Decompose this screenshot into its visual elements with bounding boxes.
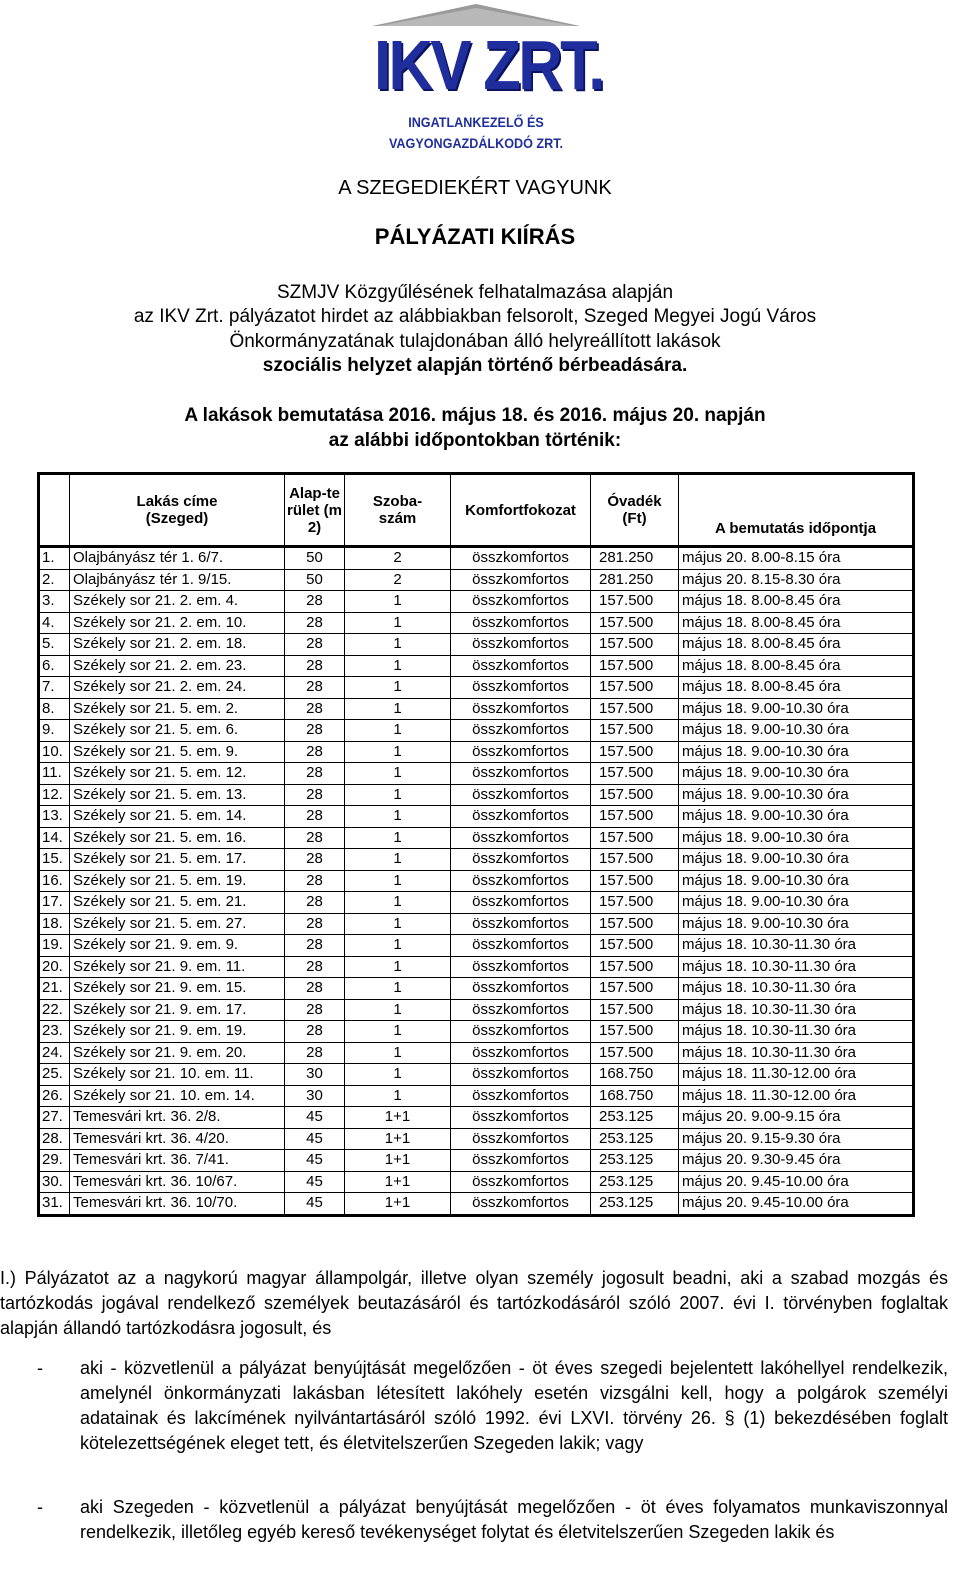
comfort-cell: összkomfortos — [451, 1128, 591, 1150]
address-cell: Székely sor 21. 5. em. 21. — [70, 892, 285, 914]
viewing-time-cell: május 18. 9.00-10.30 óra — [679, 720, 914, 742]
rooms-cell: 1 — [345, 591, 451, 613]
row-number: 31. — [39, 1193, 70, 1216]
logo-wordmark: IKV ZRT. — [374, 26, 603, 104]
bullet-item-1: aki - közvetlenül a pályázat benyújtását megelőzően - öt éves szegedi bejelentett lakóhellyel rendelkezik, amelynél önkormányzati lakásban létesített lakóhely esetén vizsgálni kell, hogy a polgárok személyi adatainak és lakcímének nyilvántartásáról szóló 1992. évi LXVI. törvény 26. § (1) bekezdésében foglalt kötelezettségének eleget tett, és életvitelszerűen Szegeden lakik; vagy — [80, 1358, 948, 1453]
slogan: A SZEGEDIEKÉRT VAGYUNK — [338, 177, 612, 199]
table-row — [39, 1128, 914, 1150]
deposit-cell: 157.500 — [591, 655, 679, 677]
rooms-cell: 1 — [345, 806, 451, 828]
area-cell: 28 — [285, 784, 345, 806]
area-cell: 28 — [285, 935, 345, 957]
comfort-cell: összkomfortos — [451, 1085, 591, 1107]
table-row — [39, 677, 914, 699]
table-row — [39, 612, 914, 634]
row-number: 16. — [39, 870, 70, 892]
address-cell: Székely sor 21. 9. em. 19. — [70, 1021, 285, 1043]
table-row — [39, 1171, 914, 1193]
area-cell: 28 — [285, 849, 345, 871]
rooms-cell: 1 — [345, 741, 451, 763]
viewing-time-cell: május 18. 10.30-11.30 óra — [679, 1042, 914, 1064]
viewing-time-cell: május 20. 9.30-9.45 óra — [679, 1150, 914, 1172]
area-cell: 28 — [285, 634, 345, 656]
row-number: 11. — [39, 763, 70, 785]
viewing-time-cell: május 18. 8.00-8.45 óra — [679, 677, 914, 699]
address-cell: Székely sor 21. 10. em. 14. — [70, 1085, 285, 1107]
table-row — [39, 892, 914, 914]
deposit-cell: 157.500 — [591, 956, 679, 978]
comfort-cell: összkomfortos — [451, 870, 591, 892]
row-number: 2. — [39, 569, 70, 591]
area-cell: 28 — [285, 806, 345, 828]
address-cell: Székely sor 21. 9. em. 17. — [70, 999, 285, 1021]
rooms-cell: 1 — [345, 956, 451, 978]
bullet-dash-2: - — [37, 1497, 43, 1517]
comfort-cell: összkomfortos — [451, 784, 591, 806]
comfort-cell: összkomfortos — [451, 655, 591, 677]
intro-line-2: az IKV Zrt. pályázatot hirdet az alábbiakban felsorolt, Szeged Megyei Jogú Város — [133, 306, 817, 327]
row-number: 1. — [39, 547, 70, 570]
row-number: 18. — [39, 913, 70, 935]
viewing-time-cell: május 18. 8.00-8.45 óra — [679, 612, 914, 634]
intro-line-1: SZMJV Közgyűlésének felhatalmazása alapján — [276, 282, 674, 303]
address-cell: Székely sor 21. 2. em. 10. — [70, 612, 285, 634]
table-row — [39, 999, 914, 1021]
comfort-cell: összkomfortos — [451, 1107, 591, 1129]
intro-line-3: Önkormányzatának tulajdonában álló helyreállított lakások — [229, 331, 721, 352]
rooms-cell: 1 — [345, 720, 451, 742]
area-cell: 28 — [285, 999, 345, 1021]
row-number: 15. — [39, 849, 70, 871]
address-cell: Székely sor 21. 5. em. 27. — [70, 913, 285, 935]
row-number: 20. — [39, 956, 70, 978]
address-cell: Székely sor 21. 5. em. 17. — [70, 849, 285, 871]
table-row — [39, 806, 914, 828]
row-number: 12. — [39, 784, 70, 806]
row-number: 24. — [39, 1042, 70, 1064]
viewing-time-cell: május 18. 9.00-10.30 óra — [679, 741, 914, 763]
deposit-cell: 157.500 — [591, 612, 679, 634]
address-cell: Temesvári krt. 36. 2/8. — [70, 1107, 285, 1129]
address-cell: Székely sor 21. 2. em. 4. — [70, 591, 285, 613]
viewing-time-cell: május 18. 10.30-11.30 óra — [679, 935, 914, 957]
comfort-cell: összkomfortos — [451, 591, 591, 613]
viewing-time-cell: május 18. 9.00-10.30 óra — [679, 763, 914, 785]
area-cell: 28 — [285, 913, 345, 935]
table-row — [39, 827, 914, 849]
deposit-cell: 157.500 — [591, 763, 679, 785]
row-number: 3. — [39, 591, 70, 613]
deposit-cell: 157.500 — [591, 591, 679, 613]
rooms-cell: 1 — [345, 763, 451, 785]
table-row — [39, 935, 914, 957]
rooms-cell: 1 — [345, 913, 451, 935]
comfort-cell: összkomfortos — [451, 956, 591, 978]
viewing-time-cell: május 18. 9.00-10.30 óra — [679, 849, 914, 871]
row-number: 23. — [39, 1021, 70, 1043]
rooms-cell: 1+1 — [345, 1107, 451, 1129]
address-cell: Székely sor 21. 9. em. 11. — [70, 956, 285, 978]
viewing-time-cell: május 18. 11.30-12.00 óra — [679, 1064, 914, 1086]
row-number: 28. — [39, 1128, 70, 1150]
viewing-time-cell: május 20. 8.15-8.30 óra — [679, 569, 914, 591]
page-title: PÁLYÁZATI KIÍRÁS — [374, 224, 576, 249]
rooms-cell: 1 — [345, 827, 451, 849]
viewing-time-cell: május 18. 8.00-8.45 óra — [679, 655, 914, 677]
deposit-cell: 157.500 — [591, 892, 679, 914]
area-cell: 45 — [285, 1193, 345, 1216]
rooms-cell: 1 — [345, 655, 451, 677]
header-rooms: Szoba-szám — [345, 474, 451, 547]
deposit-cell: 281.250 — [591, 547, 679, 570]
address-cell: Székely sor 21. 2. em. 18. — [70, 634, 285, 656]
table-row — [39, 1042, 914, 1064]
deposit-cell: 157.500 — [591, 978, 679, 1000]
rooms-cell: 1 — [345, 784, 451, 806]
comfort-cell: összkomfortos — [451, 849, 591, 871]
rooms-cell: 1 — [345, 849, 451, 871]
deposit-cell: 157.500 — [591, 870, 679, 892]
row-number: 4. — [39, 612, 70, 634]
rooms-cell: 1 — [345, 634, 451, 656]
area-cell: 28 — [285, 827, 345, 849]
area-cell: 28 — [285, 1042, 345, 1064]
header-viewing: A bemutatás időpontja — [679, 474, 914, 547]
table-row — [39, 1150, 914, 1172]
company-logo — [372, 2, 603, 154]
address-cell: Olajbányász tér 1. 6/7. — [70, 547, 285, 570]
table-row — [39, 1193, 914, 1216]
comfort-cell: összkomfortos — [451, 1193, 591, 1216]
row-number: 5. — [39, 634, 70, 656]
table-row — [39, 1085, 914, 1107]
deposit-cell: 157.500 — [591, 677, 679, 699]
table-row — [39, 978, 914, 1000]
viewing-time-cell: május 18. 9.00-10.30 óra — [679, 806, 914, 828]
table-header-row — [39, 474, 914, 547]
rooms-cell: 1+1 — [345, 1150, 451, 1172]
comfort-cell: összkomfortos — [451, 978, 591, 1000]
area-cell: 45 — [285, 1128, 345, 1150]
rooms-cell: 1+1 — [345, 1128, 451, 1150]
address-cell: Székely sor 21. 5. em. 2. — [70, 698, 285, 720]
rooms-cell: 1 — [345, 1085, 451, 1107]
area-cell: 28 — [285, 978, 345, 1000]
area-cell: 28 — [285, 591, 345, 613]
header-deposit: Óvadék (Ft) — [591, 474, 679, 547]
viewing-line-2: az alábbi időpontokban történik: — [328, 430, 622, 451]
logo-subtitle-1: INGATLANKEZELŐ ÉS — [408, 114, 544, 130]
rooms-cell: 2 — [345, 569, 451, 591]
comfort-cell: összkomfortos — [451, 1021, 591, 1043]
comfort-cell: összkomfortos — [451, 1064, 591, 1086]
comfort-cell: összkomfortos — [451, 999, 591, 1021]
comfort-cell: összkomfortos — [451, 1042, 591, 1064]
viewing-time-cell: május 20. 9.45-10.00 óra — [679, 1171, 914, 1193]
rooms-cell: 1 — [345, 1064, 451, 1086]
row-number: 13. — [39, 806, 70, 828]
comfort-cell: összkomfortos — [451, 634, 591, 656]
deposit-cell: 253.125 — [591, 1171, 679, 1193]
area-cell: 28 — [285, 956, 345, 978]
table-body — [39, 547, 914, 1216]
rooms-cell: 1 — [345, 935, 451, 957]
address-cell: Székely sor 21. 10. em. 11. — [70, 1064, 285, 1086]
address-cell: Székely sor 21. 2. em. 24. — [70, 677, 285, 699]
table-row — [39, 870, 914, 892]
row-number: 26. — [39, 1085, 70, 1107]
table-row — [39, 849, 914, 871]
viewing-line-1: A lakások bemutatása 2016. május 18. és 2016. május 20. napján — [184, 405, 766, 426]
deposit-cell: 168.750 — [591, 1064, 679, 1086]
deposit-cell: 168.750 — [591, 1085, 679, 1107]
table-row — [39, 720, 914, 742]
row-number: 9. — [39, 720, 70, 742]
area-cell: 45 — [285, 1171, 345, 1193]
area-cell: 45 — [285, 1150, 345, 1172]
rooms-cell: 1 — [345, 1021, 451, 1043]
area-cell: 45 — [285, 1107, 345, 1129]
deposit-cell: 157.500 — [591, 999, 679, 1021]
comfort-cell: összkomfortos — [451, 698, 591, 720]
deposit-cell: 157.500 — [591, 849, 679, 871]
deposit-cell: 157.500 — [591, 913, 679, 935]
header-comfort: Komfortfokozat — [451, 474, 591, 547]
row-number: 27. — [39, 1107, 70, 1129]
deposit-cell: 157.500 — [591, 806, 679, 828]
comfort-cell: összkomfortos — [451, 1171, 591, 1193]
address-cell: Székely sor 21. 5. em. 12. — [70, 763, 285, 785]
header-number — [39, 474, 70, 547]
deposit-cell: 157.500 — [591, 698, 679, 720]
address-cell: Székely sor 21. 9. em. 15. — [70, 978, 285, 1000]
viewing-time-cell: május 18. 8.00-8.45 óra — [679, 634, 914, 656]
table-row — [39, 741, 914, 763]
roof-icon — [372, 2, 580, 26]
address-cell: Székely sor 21. 5. em. 9. — [70, 741, 285, 763]
address-cell: Temesvári krt. 36. 10/67. — [70, 1171, 285, 1193]
header-area: Alap-terület (m2) — [285, 474, 345, 547]
address-cell: Székely sor 21. 5. em. 16. — [70, 827, 285, 849]
area-cell: 28 — [285, 870, 345, 892]
viewing-time-cell: május 18. 8.00-8.45 óra — [679, 591, 914, 613]
intro-line-4: szociális helyzet alapján történő bérbeadására. — [262, 355, 688, 376]
comfort-cell: összkomfortos — [451, 612, 591, 634]
comfort-cell: összkomfortos — [451, 547, 591, 570]
rooms-cell: 1 — [345, 870, 451, 892]
area-cell: 50 — [285, 547, 345, 570]
address-cell: Székely sor 21. 5. em. 13. — [70, 784, 285, 806]
viewing-time-cell: május 18. 9.00-10.30 óra — [679, 892, 914, 914]
area-cell: 28 — [285, 698, 345, 720]
viewing-time-cell: május 20. 9.15-9.30 óra — [679, 1128, 914, 1150]
table-row — [39, 698, 914, 720]
area-cell: 28 — [285, 655, 345, 677]
comfort-cell: összkomfortos — [451, 827, 591, 849]
row-number: 17. — [39, 892, 70, 914]
row-number: 30. — [39, 1171, 70, 1193]
address-cell: Székely sor 21. 5. em. 19. — [70, 870, 285, 892]
comfort-cell: összkomfortos — [451, 935, 591, 957]
rooms-cell: 1+1 — [345, 1171, 451, 1193]
viewing-time-cell: május 18. 11.30-12.00 óra — [679, 1085, 914, 1107]
deposit-cell: 157.500 — [591, 634, 679, 656]
viewing-time-cell: május 18. 9.00-10.30 óra — [679, 784, 914, 806]
table-row — [39, 763, 914, 785]
area-cell: 28 — [285, 612, 345, 634]
viewing-time-cell: május 18. 9.00-10.30 óra — [679, 870, 914, 892]
rooms-cell: 1+1 — [345, 1193, 451, 1216]
viewing-time-cell: május 18. 10.30-11.30 óra — [679, 978, 914, 1000]
viewing-time-cell: május 18. 10.30-11.30 óra — [679, 1021, 914, 1043]
address-cell: Székely sor 21. 5. em. 14. — [70, 806, 285, 828]
address-cell: Székely sor 21. 9. em. 9. — [70, 935, 285, 957]
table-row — [39, 569, 914, 591]
apartments-table — [37, 472, 915, 1217]
row-number: 10. — [39, 741, 70, 763]
bullet-item-2: aki Szegeden - közvetlenül a pályázat benyújtását megelőzően - öt éves folyamatos munkaviszonnyal rendelkezik, illetőleg egyéb kereső tevékenységet folytat és életvitelszerűen Szegeden lakik és — [80, 1497, 948, 1542]
table-row — [39, 655, 914, 677]
comfort-cell: összkomfortos — [451, 741, 591, 763]
deposit-cell: 157.500 — [591, 720, 679, 742]
row-number: 7. — [39, 677, 70, 699]
address-cell: Temesvári krt. 36. 4/20. — [70, 1128, 285, 1150]
viewing-time-cell: május 18. 9.00-10.30 óra — [679, 827, 914, 849]
table-row — [39, 591, 914, 613]
comfort-cell: összkomfortos — [451, 806, 591, 828]
viewing-time-cell: május 18. 9.00-10.30 óra — [679, 698, 914, 720]
row-number: 22. — [39, 999, 70, 1021]
address-cell: Temesvári krt. 36. 7/41. — [70, 1150, 285, 1172]
address-cell: Temesvári krt. 36. 10/70. — [70, 1193, 285, 1216]
deposit-cell: 253.125 — [591, 1150, 679, 1172]
deposit-cell: 253.125 — [591, 1193, 679, 1216]
area-cell: 30 — [285, 1085, 345, 1107]
deposit-cell: 157.500 — [591, 1021, 679, 1043]
deposit-cell: 253.125 — [591, 1128, 679, 1150]
logo-subtitle-2: VAGYONGAZDÁLKODÓ ZRT. — [388, 135, 564, 151]
deposit-cell: 157.500 — [591, 935, 679, 957]
rooms-cell: 1 — [345, 999, 451, 1021]
row-number: 25. — [39, 1064, 70, 1086]
address-cell: Olajbányász tér 1. 9/15. — [70, 569, 285, 591]
comfort-cell: összkomfortos — [451, 1150, 591, 1172]
area-cell: 28 — [285, 763, 345, 785]
comfort-cell: összkomfortos — [451, 677, 591, 699]
area-cell: 28 — [285, 677, 345, 699]
table-row — [39, 956, 914, 978]
area-cell: 30 — [285, 1064, 345, 1086]
area-cell: 28 — [285, 1021, 345, 1043]
row-number: 8. — [39, 698, 70, 720]
viewing-time-cell: május 20. 9.00-9.15 óra — [679, 1107, 914, 1129]
deposit-cell: 281.250 — [591, 569, 679, 591]
table-row — [39, 1021, 914, 1043]
row-number: 6. — [39, 655, 70, 677]
area-cell: 28 — [285, 892, 345, 914]
row-number: 21. — [39, 978, 70, 1000]
row-number: 14. — [39, 827, 70, 849]
deposit-cell: 157.500 — [591, 741, 679, 763]
rooms-cell: 2 — [345, 547, 451, 570]
area-cell: 28 — [285, 741, 345, 763]
table-row — [39, 634, 914, 656]
table-row — [39, 547, 914, 570]
deposit-cell: 157.500 — [591, 1042, 679, 1064]
eligibility-paragraph: I.) Pályázatot az a nagykorú magyar állampolgár, illetve olyan személy jogosult beadni, aki a szabad mozgás és tartózkodás jogával rendelkező személyek beutazásáról és tartózkodásáról szóló 2007. évi I. törvényben foglaltak alapján állandó tartózkodásra jogosult, és — [0, 1268, 948, 1338]
deposit-cell: 157.500 — [591, 784, 679, 806]
viewing-time-cell: május 18. 10.30-11.30 óra — [679, 956, 914, 978]
rooms-cell: 1 — [345, 677, 451, 699]
address-cell: Székely sor 21. 2. em. 23. — [70, 655, 285, 677]
rooms-cell: 1 — [345, 698, 451, 720]
deposit-cell: 253.125 — [591, 1107, 679, 1129]
comfort-cell: összkomfortos — [451, 763, 591, 785]
table-row — [39, 1107, 914, 1129]
address-cell: Székely sor 21. 9. em. 20. — [70, 1042, 285, 1064]
comfort-cell: összkomfortos — [451, 569, 591, 591]
rooms-cell: 1 — [345, 1042, 451, 1064]
comfort-cell: összkomfortos — [451, 913, 591, 935]
table-row — [39, 913, 914, 935]
table-row — [39, 784, 914, 806]
table-row — [39, 1064, 914, 1086]
comfort-cell: összkomfortos — [451, 892, 591, 914]
row-number: 19. — [39, 935, 70, 957]
viewing-time-cell: május 18. 10.30-11.30 óra — [679, 999, 914, 1021]
viewing-time-cell: május 20. 9.45-10.00 óra — [679, 1193, 914, 1216]
deposit-cell: 157.500 — [591, 827, 679, 849]
header-address: Lakás címe (Szeged) — [70, 474, 285, 547]
area-cell: 28 — [285, 720, 345, 742]
rooms-cell: 1 — [345, 892, 451, 914]
rooms-cell: 1 — [345, 978, 451, 1000]
viewing-time-cell: május 18. 9.00-10.30 óra — [679, 913, 914, 935]
rooms-cell: 1 — [345, 612, 451, 634]
address-cell: Székely sor 21. 5. em. 6. — [70, 720, 285, 742]
comfort-cell: összkomfortos — [451, 720, 591, 742]
area-cell: 50 — [285, 569, 345, 591]
bullet-dash-1: - — [37, 1358, 43, 1378]
row-number: 29. — [39, 1150, 70, 1172]
viewing-time-cell: május 20. 8.00-8.15 óra — [679, 547, 914, 570]
